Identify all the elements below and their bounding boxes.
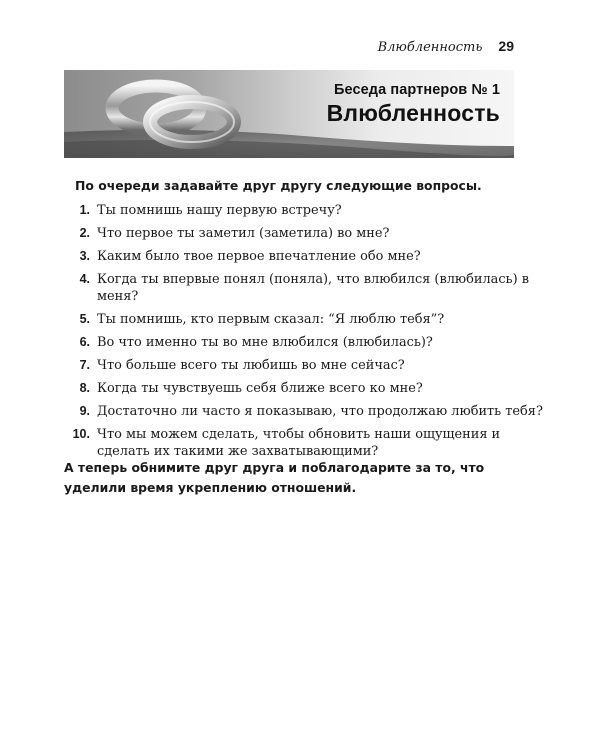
question-text: Каким было твое первое впечатление обо мне?	[97, 249, 421, 264]
question-text: Когда ты впервые понял (поняла), что влюбился (влюбилась) в меня?	[97, 272, 529, 304]
banner-subtitle: Беседа партнеров № 1	[333, 82, 500, 98]
section-banner	[64, 70, 514, 158]
page-header	[378, 38, 514, 55]
question-number: 7.	[79, 358, 90, 372]
question-text: Ты помнишь нашу первую встречу?	[97, 203, 342, 218]
list-item	[64, 311, 544, 328]
question-number: 3.	[79, 249, 90, 263]
question-number: 2.	[79, 226, 90, 240]
question-text: Что первое ты заметил (заметила) во мне?	[97, 226, 390, 241]
question-text: Во что именно ты во мне влюбился (влюбилась)?	[97, 335, 433, 350]
question-text: Достаточно ли часто я показываю, что продолжаю любить тебя?	[97, 404, 543, 419]
question-text: Что мы можем сделать, чтобы обновить наши ощущения и сделать их такими же захватывающими?	[97, 427, 501, 459]
page-number: 29	[498, 38, 514, 54]
question-number: 4.	[79, 272, 90, 286]
question-text: Ты помнишь, кто первым сказал: “Я люблю тебя”?	[97, 312, 445, 327]
banner-text	[327, 82, 500, 127]
banner-title: Влюбленность	[326, 100, 500, 126]
question-number: 1.	[79, 203, 90, 217]
intro-instruction: По очереди задавайте друг другу следующие вопросы.	[75, 178, 482, 193]
running-title: Влюбленность	[377, 40, 483, 55]
questions-list	[64, 202, 544, 466]
question-text: Что больше всего ты любишь во мне сейчас?	[97, 358, 405, 373]
list-item	[64, 403, 544, 420]
question-number: 10.	[72, 427, 90, 441]
question-number: 5.	[79, 312, 90, 326]
list-item	[64, 225, 544, 242]
question-text: Когда ты чувствуешь себя ближе всего ко мне?	[97, 381, 423, 396]
question-number: 8.	[79, 381, 90, 395]
list-item	[64, 426, 544, 460]
list-item	[64, 202, 544, 219]
closing-instruction: А теперь обнимите друг друга и поблагодарите за то, что уделили время укреплению отношений.	[64, 460, 485, 495]
list-item	[64, 380, 544, 397]
list-item	[64, 357, 544, 374]
question-number: 9.	[79, 404, 90, 418]
list-item	[64, 334, 544, 351]
list-item	[64, 271, 544, 305]
question-number: 6.	[79, 335, 90, 349]
list-item	[64, 248, 544, 265]
